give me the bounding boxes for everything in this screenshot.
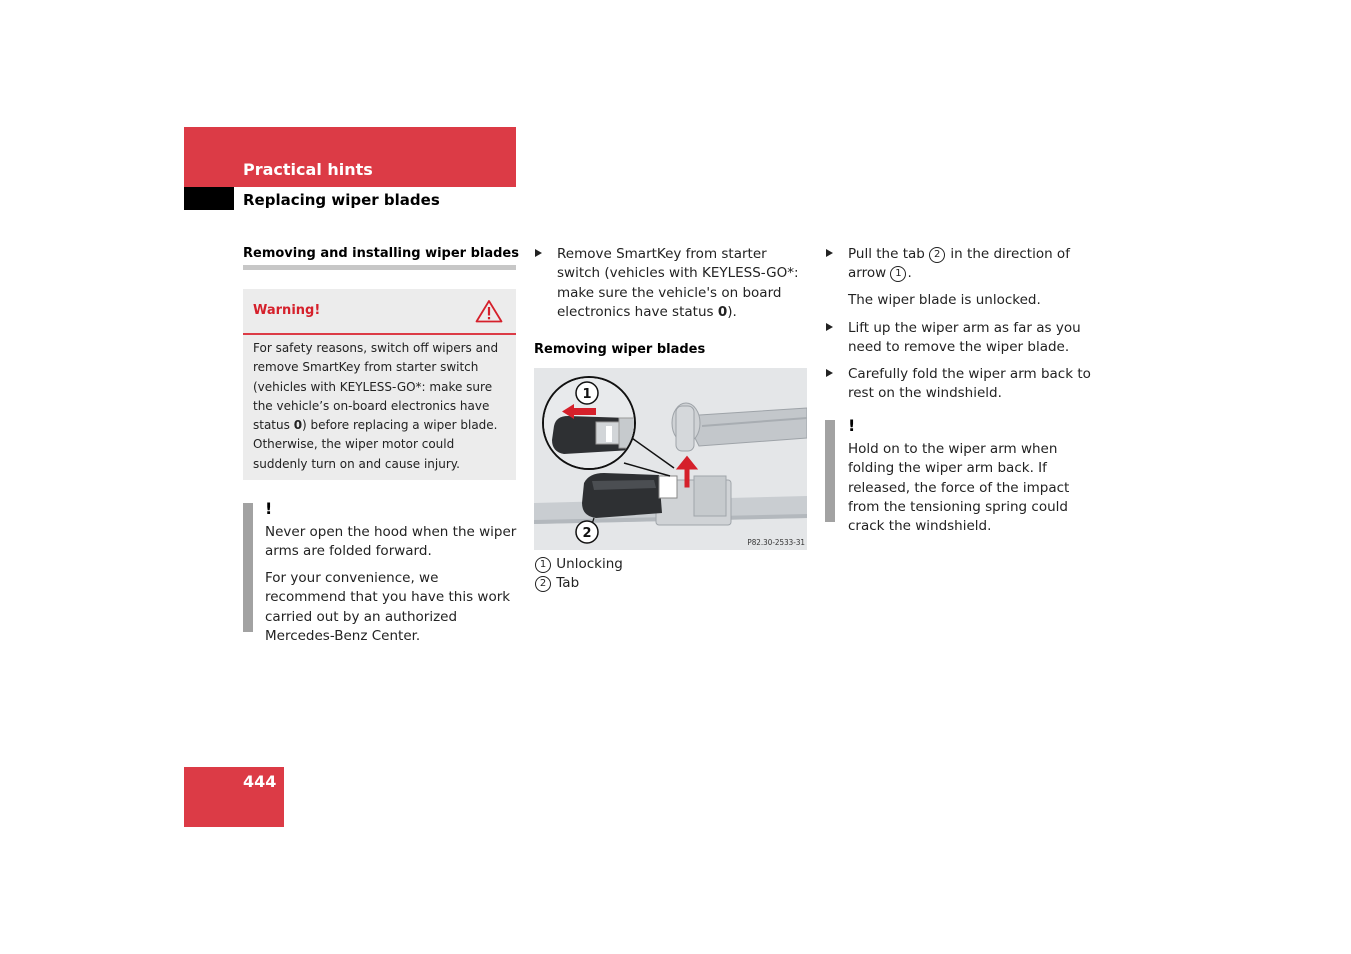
note-paragraph-2: For your convenience, we recommend that you have this work carried out by an authorized Mercedes-Benz Center. [265, 570, 511, 644]
legend-item-unlocking [535, 555, 623, 574]
figure-callout-2: 2 [582, 526, 592, 541]
page-subtitle: Replacing wiper blades [243, 191, 440, 209]
note-exclamation-icon: ! [848, 416, 856, 435]
result-text: The wiper blade is unlocked. [848, 292, 1041, 308]
note-exclamation-icon: ! [265, 499, 273, 518]
legend-number: 1 [535, 557, 551, 573]
bullet-arrow-icon [826, 369, 833, 377]
note-bar [243, 503, 253, 632]
section-heading: Removing and installing wiper blades [243, 246, 516, 270]
legend-label: Tab [556, 575, 580, 591]
note-bar [825, 420, 835, 522]
wiper-drawing [534, 368, 807, 550]
section-title: Practical hints [243, 160, 373, 179]
page-number-box [184, 767, 284, 827]
page-number: 444 [243, 772, 277, 791]
warning-title: Warning! [253, 303, 321, 318]
bullet-arrow-icon [826, 323, 833, 331]
warning-text: For safety reasons, switch off wipers and remove SmartKey from starter switch (vehicles with KEYLESS-GO*: make sure the vehicle’s on-board electronics have status 0) before replacing a wiper blade. Otherwise, the wiper motor could suddenly turn on and cause injury. [253, 341, 499, 471]
legend-item-tab [535, 574, 579, 593]
section-tab-marker [184, 187, 234, 210]
figure-callout-1: 1 [582, 387, 592, 402]
figure-code: P82.30-2533-31 [747, 538, 805, 547]
legend-number: 2 [535, 576, 551, 592]
bullet-arrow-icon [535, 249, 542, 257]
note-paragraph-1: Never open the hood when the wiper arms are folded forward. [265, 524, 517, 560]
warning-box [243, 289, 516, 480]
warning-triangle-icon [475, 299, 503, 323]
wiper-blade-illustration [534, 368, 807, 550]
bullet-arrow-icon [826, 249, 833, 257]
warning-header [243, 289, 516, 335]
note-text: Hold on to the wiper arm when folding the wiper arm back. If released, the force of the impact from the tensioning spring could crack the windshield. [848, 441, 1070, 535]
legend-label: Unlocking [556, 556, 623, 572]
subheading-removing-wiper-blades: Removing wiper blades [534, 342, 706, 357]
